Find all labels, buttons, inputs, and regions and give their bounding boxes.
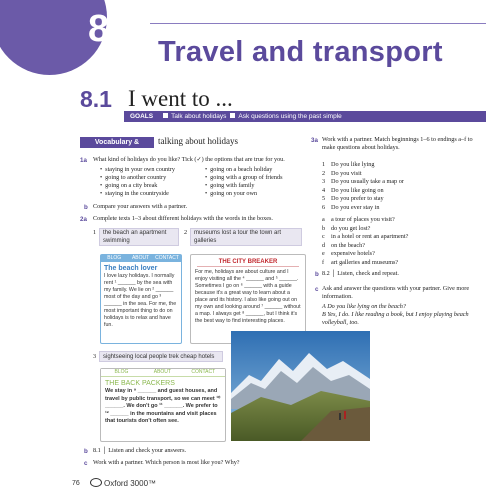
nav-blog[interactable]: BLOG (107, 255, 122, 261)
mountain-illustration (231, 331, 370, 441)
blog-nav (101, 369, 225, 377)
list-item: 2 Do you visit (322, 169, 362, 177)
ex3b-text: 8.2 │ Listen, check and repeat. (322, 270, 399, 277)
oxford-3000-logo: Oxford 3000™ (90, 478, 156, 488)
list-item[interactable]: • going to another country (100, 174, 205, 182)
chapter-title: Travel and transport (158, 36, 443, 68)
ex-label: 1a (80, 157, 87, 164)
ex1a-list-right (205, 166, 300, 198)
dialogue-a: A Do you like lying on the beach? (322, 303, 406, 310)
ex3a-beginnings (322, 161, 482, 213)
bullet-square-icon (230, 113, 235, 118)
list-item[interactable]: • going on a beach holiday (205, 166, 300, 174)
list-item[interactable]: • going on your own (205, 190, 300, 198)
ex-label: 3a (311, 137, 318, 144)
ex2b-text: 8.1 │ Listen and check your answers. (93, 447, 187, 454)
header-rule (150, 23, 486, 24)
list-item: 4 Do you like going on (322, 186, 384, 194)
list-item: d on the beach? (322, 241, 366, 249)
box-number: 1 (93, 229, 97, 236)
goals-label: GOALS (130, 113, 154, 120)
blog-nav (101, 255, 181, 262)
word-box-1: the beach an apartment swimming (99, 228, 179, 246)
blog-title: The beach lover (104, 265, 158, 272)
ex2c-text: Work with a partner. Which person is most like you? Why? (93, 459, 240, 466)
list-item[interactable]: • going on a city break (100, 182, 205, 190)
vocab-bar: Vocabulary & Speaking (80, 137, 154, 148)
list-item: c in a hotel or rent an apartment? (322, 233, 409, 241)
box-number: 3 (93, 353, 97, 360)
word-box-2: museums lost a tour the town art galleries (190, 228, 302, 246)
ex1a-text: What kind of holidays do you like? Tick (✓) the options that are true for you. (93, 156, 285, 163)
list-item: b do you get lost? (322, 224, 371, 232)
list-item: a a tour of places you visit? (322, 216, 395, 223)
word-box-3: sightseeing local people trek cheap hotels (99, 351, 223, 362)
ex-label: c (315, 286, 319, 293)
ex1b-text: Compare your answers with a partner. (93, 203, 188, 210)
ex-label: b (84, 204, 88, 211)
box-number: 2 (184, 229, 188, 236)
nav-contact[interactable]: CONTACT (155, 255, 179, 261)
ex1a-list-left (100, 166, 205, 198)
blog-body: I love lazy holidays. I normally rent ¹ ______ by the sea with my family. We lie on ² ______ most of the day and go ³ ______ in the sea. For me, the most important thing to do on holidays is to relax and have fun. (104, 273, 177, 328)
mountain-trek-photo (231, 331, 370, 441)
vocab-title: talking about holidays (158, 136, 238, 146)
goal-item: Talk about holidays (171, 113, 227, 120)
list-item: 3 Do you usually take a map or (322, 178, 404, 186)
list-item[interactable]: • going with family (205, 182, 300, 190)
dialogue-b: B Yes, I do. I like reading a book, but I enjoy playing beach volleyball, too. (322, 311, 469, 326)
blog-body: We stay in ⁹ ______ and guest houses, and travel by public transport, so we can meet ¹⁰ ______. We don't go ¹¹ ______. We prefer to ¹² ______ in the mountains and visit places that tourists don't often see. (105, 388, 221, 424)
blog-card-3 (100, 368, 226, 442)
list-item[interactable]: • staying in the countryside (100, 190, 205, 198)
section-number: 8.1 (80, 86, 112, 112)
chapter-number: 8 (88, 8, 110, 50)
ex3a-endings (322, 216, 482, 268)
bullet-square-icon (163, 113, 168, 118)
breaker-title: THE CITY BREAKER (197, 255, 299, 267)
list-item[interactable]: • staying in your own country (100, 166, 205, 174)
ex-label: 2a (80, 216, 87, 223)
list-item: 5 Do you prefer to stay (322, 195, 384, 203)
ex2a-text: Complete texts 1–3 about different holidays with the words in the boxes. (93, 215, 273, 222)
list-item[interactable]: • going with a group of friends (205, 174, 300, 182)
ex-label: b (84, 448, 88, 455)
ex3a-text: Work with a partner. Match beginnings 1–6 to endings a–f to make questions about holidays. (322, 136, 473, 151)
breaker-body: For me, holidays are about culture and I enjoy visiting all the ⁴ ______ and ⁵ ______. Sometimes I go on ⁶ ______ with a guide because it's a great way to learn about a place and its history. I also like going out on my own and looking around ⁷ ______ without a map. I always get ⁸ ______, but I think it's the best way to find interesting places. (195, 269, 301, 324)
goals-bar (124, 111, 486, 122)
nav-contact[interactable]: CONTACT (191, 369, 216, 375)
goal-item: Ask questions using the past simple (238, 113, 342, 120)
ex3c-text: Ask and answer the questions with your partner. Give more information. (322, 285, 470, 300)
ex-label: b (315, 271, 319, 278)
list-item: f art galleries and museums? (322, 258, 399, 266)
nav-blog[interactable]: BLOG (114, 369, 129, 375)
list-item: e expensive hotels? (322, 250, 375, 258)
list-item: 6 Do you ever stay in (322, 203, 380, 211)
nav-about[interactable]: ABOUT (153, 369, 171, 375)
key-icon (90, 478, 102, 487)
nav-about[interactable]: ABOUT (131, 255, 150, 261)
blog-title: THE BACK PACKERS (105, 380, 175, 387)
list-item: 1 Do you like lying (322, 161, 375, 168)
section-title: I went to ... (128, 86, 233, 111)
page-number: 76 (72, 480, 80, 487)
ex-label: c (84, 460, 88, 467)
blog-card-1 (100, 254, 182, 344)
